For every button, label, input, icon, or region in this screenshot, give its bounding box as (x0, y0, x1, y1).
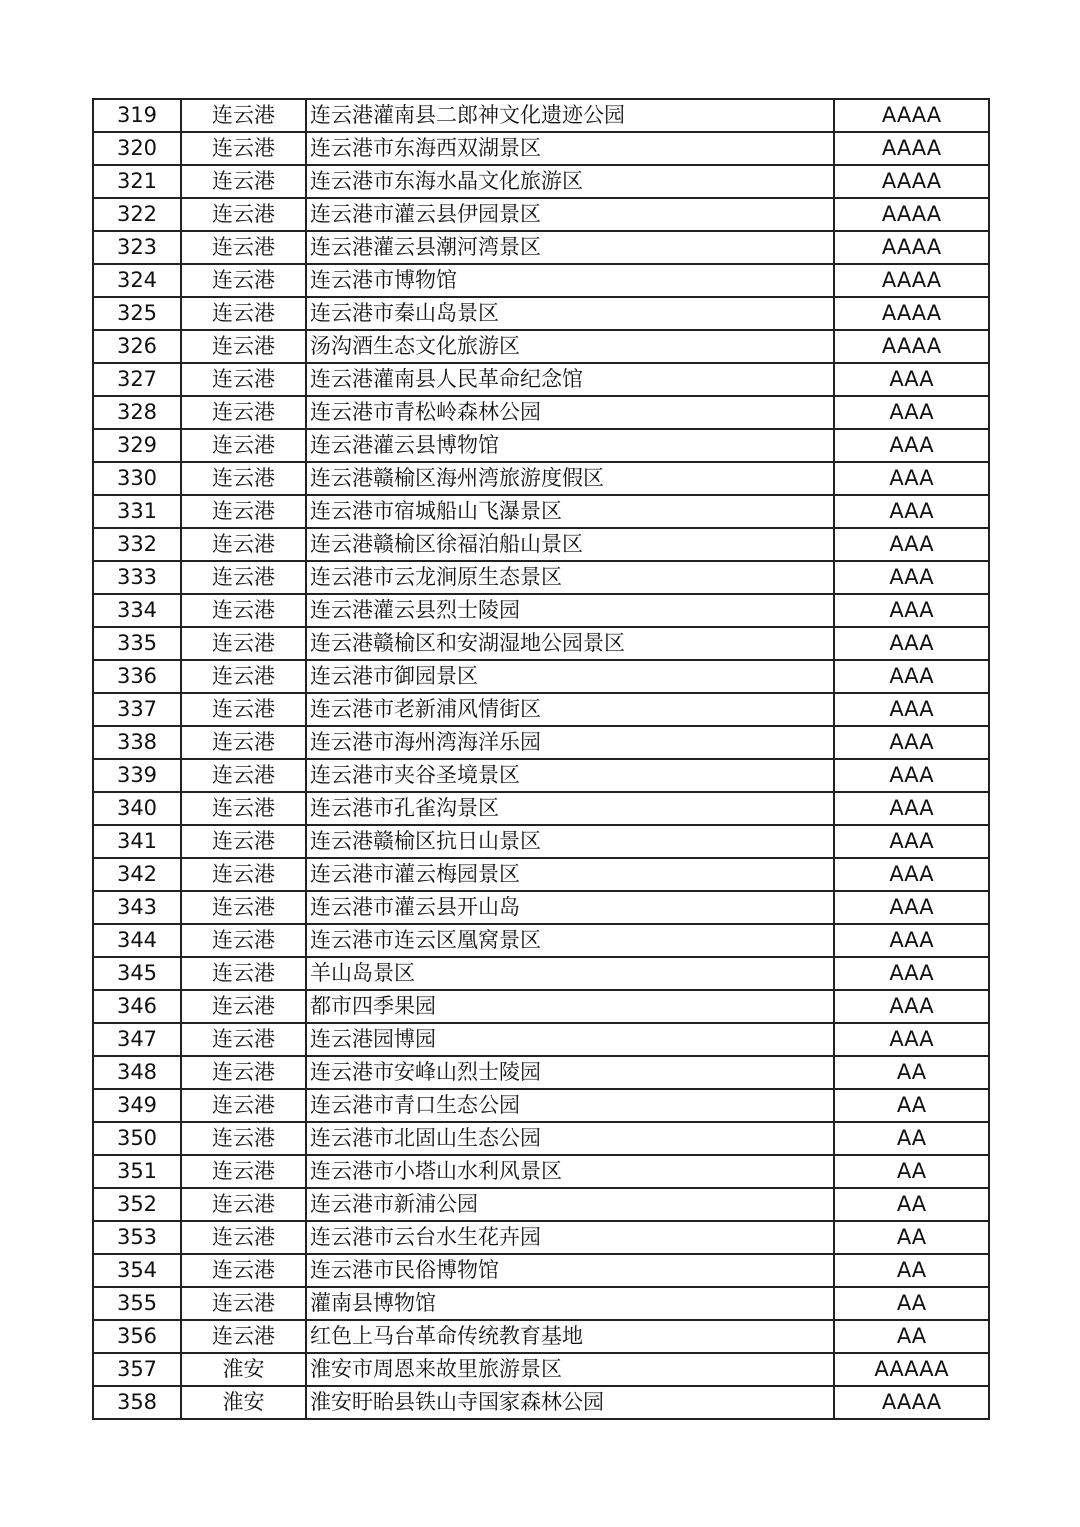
table-row (93, 198, 989, 231)
table-row (93, 528, 989, 561)
scenic-spot-name-cell: 连云港市海州湾海洋乐园 (306, 726, 834, 759)
scenic-spot-name-cell: 淮安市周恩来故里旅游景区 (306, 1353, 834, 1386)
city-cell: 连云港 (181, 759, 306, 792)
scenic-spot-name-cell: 连云港灌云县博物馆 (306, 429, 834, 462)
scenic-spot-name-cell: 连云港市灌云梅园景区 (306, 858, 834, 891)
table-body (93, 99, 989, 1419)
row-number-cell: 323 (93, 231, 181, 264)
table-row (93, 924, 989, 957)
row-number-cell: 331 (93, 495, 181, 528)
row-number-cell: 327 (93, 363, 181, 396)
row-number-cell: 322 (93, 198, 181, 231)
grade-cell: AA (834, 1221, 989, 1254)
city-cell: 连云港 (181, 990, 306, 1023)
grade-cell: AAA (834, 1023, 989, 1056)
grade-cell: AAA (834, 396, 989, 429)
scenic-spot-name-cell: 连云港市老新浦风情街区 (306, 693, 834, 726)
table-row (93, 99, 989, 132)
grade-cell: AAA (834, 594, 989, 627)
row-number-cell: 333 (93, 561, 181, 594)
scenic-spot-name-cell: 红色上马台革命传统教育基地 (306, 1320, 834, 1353)
city-cell: 连云港 (181, 924, 306, 957)
grade-cell: AAA (834, 990, 989, 1023)
row-number-cell: 353 (93, 1221, 181, 1254)
scenic-spot-name-cell: 连云港市安峰山烈士陵园 (306, 1056, 834, 1089)
grade-cell: AA (834, 1287, 989, 1320)
grade-cell: AA (834, 1122, 989, 1155)
grade-cell: AAA (834, 660, 989, 693)
grade-cell: AAA (834, 429, 989, 462)
grade-cell: AAA (834, 528, 989, 561)
row-number-cell: 349 (93, 1089, 181, 1122)
row-number-cell: 347 (93, 1023, 181, 1056)
city-cell: 连云港 (181, 198, 306, 231)
grade-cell: AAA (834, 462, 989, 495)
row-number-cell: 340 (93, 792, 181, 825)
grade-cell: AAA (834, 561, 989, 594)
table-row (93, 1287, 989, 1320)
row-number-cell: 321 (93, 165, 181, 198)
table-row (93, 759, 989, 792)
scenic-spot-name-cell: 连云港市孔雀沟景区 (306, 792, 834, 825)
grade-cell: AAAA (834, 132, 989, 165)
row-number-cell: 352 (93, 1188, 181, 1221)
city-cell: 连云港 (181, 1122, 306, 1155)
table-row (93, 132, 989, 165)
grade-cell: AAAAA (834, 1353, 989, 1386)
scenic-spot-name-cell: 连云港赣榆区海州湾旅游度假区 (306, 462, 834, 495)
city-cell: 连云港 (181, 627, 306, 660)
scenic-spot-name-cell: 连云港市云台水生花卉园 (306, 1221, 834, 1254)
grade-cell: AAA (834, 759, 989, 792)
city-cell: 连云港 (181, 528, 306, 561)
scenic-spot-name-cell: 连云港市灌云县伊园景区 (306, 198, 834, 231)
city-cell: 连云港 (181, 1287, 306, 1320)
grade-cell: AAA (834, 924, 989, 957)
city-cell: 连云港 (181, 1221, 306, 1254)
row-number-cell: 335 (93, 627, 181, 660)
grade-cell: AA (834, 1320, 989, 1353)
scenic-spot-name-cell: 连云港市灌云县开山岛 (306, 891, 834, 924)
row-number-cell: 354 (93, 1254, 181, 1287)
table-row (93, 495, 989, 528)
table-row (93, 1254, 989, 1287)
row-number-cell: 358 (93, 1386, 181, 1419)
scenic-spot-name-cell: 连云港市小塔山水利风景区 (306, 1155, 834, 1188)
grade-cell: AAA (834, 891, 989, 924)
table-row (93, 825, 989, 858)
table-row (93, 1056, 989, 1089)
table-row (93, 726, 989, 759)
city-cell: 连云港 (181, 693, 306, 726)
city-cell: 连云港 (181, 231, 306, 264)
scenic-spot-name-cell: 连云港市博物馆 (306, 264, 834, 297)
city-cell: 连云港 (181, 132, 306, 165)
scenic-spot-name-cell: 连云港赣榆区抗日山景区 (306, 825, 834, 858)
table-row (93, 1089, 989, 1122)
scenic-spot-name-cell: 连云港灌云县烈士陵园 (306, 594, 834, 627)
city-cell: 连云港 (181, 165, 306, 198)
row-number-cell: 357 (93, 1353, 181, 1386)
city-cell: 连云港 (181, 660, 306, 693)
city-cell: 连云港 (181, 363, 306, 396)
city-cell: 连云港 (181, 1254, 306, 1287)
row-number-cell: 339 (93, 759, 181, 792)
grade-cell: AA (834, 1254, 989, 1287)
grade-cell: AA (834, 1089, 989, 1122)
scenic-spot-name-cell: 连云港市御园景区 (306, 660, 834, 693)
grade-cell: AA (834, 1056, 989, 1089)
row-number-cell: 341 (93, 825, 181, 858)
table-row (93, 1221, 989, 1254)
grade-cell: AAAA (834, 1386, 989, 1419)
table-row (93, 462, 989, 495)
table-row (93, 297, 989, 330)
row-number-cell: 324 (93, 264, 181, 297)
table-row (93, 429, 989, 462)
scenic-spot-name-cell: 淮安盱眙县铁山寺国家森林公园 (306, 1386, 834, 1419)
row-number-cell: 351 (93, 1155, 181, 1188)
table-row (93, 792, 989, 825)
grade-cell: AA (834, 1188, 989, 1221)
scenic-spot-name-cell: 连云港灌南县人民革命纪念馆 (306, 363, 834, 396)
grade-cell: AAA (834, 363, 989, 396)
city-cell: 连云港 (181, 858, 306, 891)
grade-cell: AAA (834, 726, 989, 759)
row-number-cell: 345 (93, 957, 181, 990)
row-number-cell: 348 (93, 1056, 181, 1089)
scenic-spot-name-cell: 连云港市青松岭森林公园 (306, 396, 834, 429)
row-number-cell: 343 (93, 891, 181, 924)
city-cell: 连云港 (181, 495, 306, 528)
grade-cell: AAAA (834, 198, 989, 231)
row-number-cell: 355 (93, 1287, 181, 1320)
grade-cell: AAA (834, 627, 989, 660)
city-cell: 连云港 (181, 1155, 306, 1188)
table-row (93, 1188, 989, 1221)
table-row (93, 165, 989, 198)
city-cell: 淮安 (181, 1386, 306, 1419)
scenic-spot-name-cell: 都市四季果园 (306, 990, 834, 1023)
grade-cell: AAA (834, 858, 989, 891)
table-row (93, 627, 989, 660)
table-row (93, 1353, 989, 1386)
row-number-cell: 342 (93, 858, 181, 891)
city-cell: 连云港 (181, 297, 306, 330)
city-cell: 连云港 (181, 396, 306, 429)
table-row (93, 1023, 989, 1056)
scenic-spot-name-cell: 连云港园博园 (306, 1023, 834, 1056)
grade-cell: AAA (834, 957, 989, 990)
city-cell: 连云港 (181, 429, 306, 462)
scenic-spot-name-cell: 连云港灌云县潮河湾景区 (306, 231, 834, 264)
city-cell: 连云港 (181, 264, 306, 297)
row-number-cell: 329 (93, 429, 181, 462)
grade-cell: AAAA (834, 165, 989, 198)
city-cell: 连云港 (181, 792, 306, 825)
table-row (93, 858, 989, 891)
table-row (93, 264, 989, 297)
table-row (93, 1122, 989, 1155)
city-cell: 连云港 (181, 1023, 306, 1056)
grade-cell: AAAA (834, 99, 989, 132)
scenic-spot-name-cell: 连云港市北固山生态公园 (306, 1122, 834, 1155)
row-number-cell: 334 (93, 594, 181, 627)
table-row (93, 891, 989, 924)
row-number-cell: 337 (93, 693, 181, 726)
city-cell: 连云港 (181, 330, 306, 363)
scenic-spot-name-cell: 羊山岛景区 (306, 957, 834, 990)
scenic-spot-name-cell: 连云港赣榆区和安湖湿地公园景区 (306, 627, 834, 660)
table-row (93, 1320, 989, 1353)
row-number-cell: 356 (93, 1320, 181, 1353)
row-number-cell: 330 (93, 462, 181, 495)
scenic-spot-name-cell: 连云港灌南县二郎神文化遗迹公园 (306, 99, 834, 132)
row-number-cell: 319 (93, 99, 181, 132)
grade-cell: AAAA (834, 330, 989, 363)
city-cell: 连云港 (181, 1089, 306, 1122)
row-number-cell: 328 (93, 396, 181, 429)
city-cell: 连云港 (181, 1188, 306, 1221)
row-number-cell: 320 (93, 132, 181, 165)
city-cell: 连云港 (181, 957, 306, 990)
scenic-spot-name-cell: 汤沟酒生态文化旅游区 (306, 330, 834, 363)
row-number-cell: 325 (93, 297, 181, 330)
city-cell: 连云港 (181, 462, 306, 495)
row-number-cell: 332 (93, 528, 181, 561)
table-row (93, 957, 989, 990)
table-row (93, 1386, 989, 1419)
table-row (93, 561, 989, 594)
city-cell: 连云港 (181, 891, 306, 924)
table-row (93, 660, 989, 693)
row-number-cell: 326 (93, 330, 181, 363)
scenic-spot-name-cell: 连云港市民俗博物馆 (306, 1254, 834, 1287)
table-row (93, 231, 989, 264)
grade-cell: AAA (834, 792, 989, 825)
city-cell: 连云港 (181, 1056, 306, 1089)
scenic-spot-name-cell: 连云港市云龙涧原生态景区 (306, 561, 834, 594)
scenic-spot-name-cell: 连云港市青口生态公园 (306, 1089, 834, 1122)
grade-cell: AAA (834, 693, 989, 726)
table-row (93, 990, 989, 1023)
scenic-spot-name-cell: 连云港市秦山岛景区 (306, 297, 834, 330)
row-number-cell: 350 (93, 1122, 181, 1155)
row-number-cell: 344 (93, 924, 181, 957)
row-number-cell: 346 (93, 990, 181, 1023)
scenic-spot-name-cell: 连云港市连云区凰窝景区 (306, 924, 834, 957)
city-cell: 连云港 (181, 594, 306, 627)
city-cell: 连云港 (181, 825, 306, 858)
table-row (93, 1155, 989, 1188)
table-row (93, 693, 989, 726)
table-row (93, 396, 989, 429)
table-row (93, 594, 989, 627)
city-cell: 连云港 (181, 561, 306, 594)
city-cell: 连云港 (181, 99, 306, 132)
scenic-spot-name-cell: 连云港市夹谷圣境景区 (306, 759, 834, 792)
row-number-cell: 336 (93, 660, 181, 693)
scenic-spot-name-cell: 灌南县博物馆 (306, 1287, 834, 1320)
grade-cell: AA (834, 1155, 989, 1188)
grade-cell: AAA (834, 495, 989, 528)
city-cell: 连云港 (181, 726, 306, 759)
scenic-spot-name-cell: 连云港市东海水晶文化旅游区 (306, 165, 834, 198)
grade-cell: AAA (834, 825, 989, 858)
grade-cell: AAAA (834, 231, 989, 264)
scenic-spots-table (92, 98, 990, 1420)
city-cell: 连云港 (181, 1320, 306, 1353)
scenic-spot-name-cell: 连云港赣榆区徐福泊船山景区 (306, 528, 834, 561)
grade-cell: AAAA (834, 297, 989, 330)
scenic-spot-name-cell: 连云港市东海西双湖景区 (306, 132, 834, 165)
grade-cell: AAAA (834, 264, 989, 297)
scenic-spot-name-cell: 连云港市宿城船山飞瀑景区 (306, 495, 834, 528)
scenic-spot-name-cell: 连云港市新浦公园 (306, 1188, 834, 1221)
row-number-cell: 338 (93, 726, 181, 759)
city-cell: 淮安 (181, 1353, 306, 1386)
table-row (93, 363, 989, 396)
table-row (93, 330, 989, 363)
